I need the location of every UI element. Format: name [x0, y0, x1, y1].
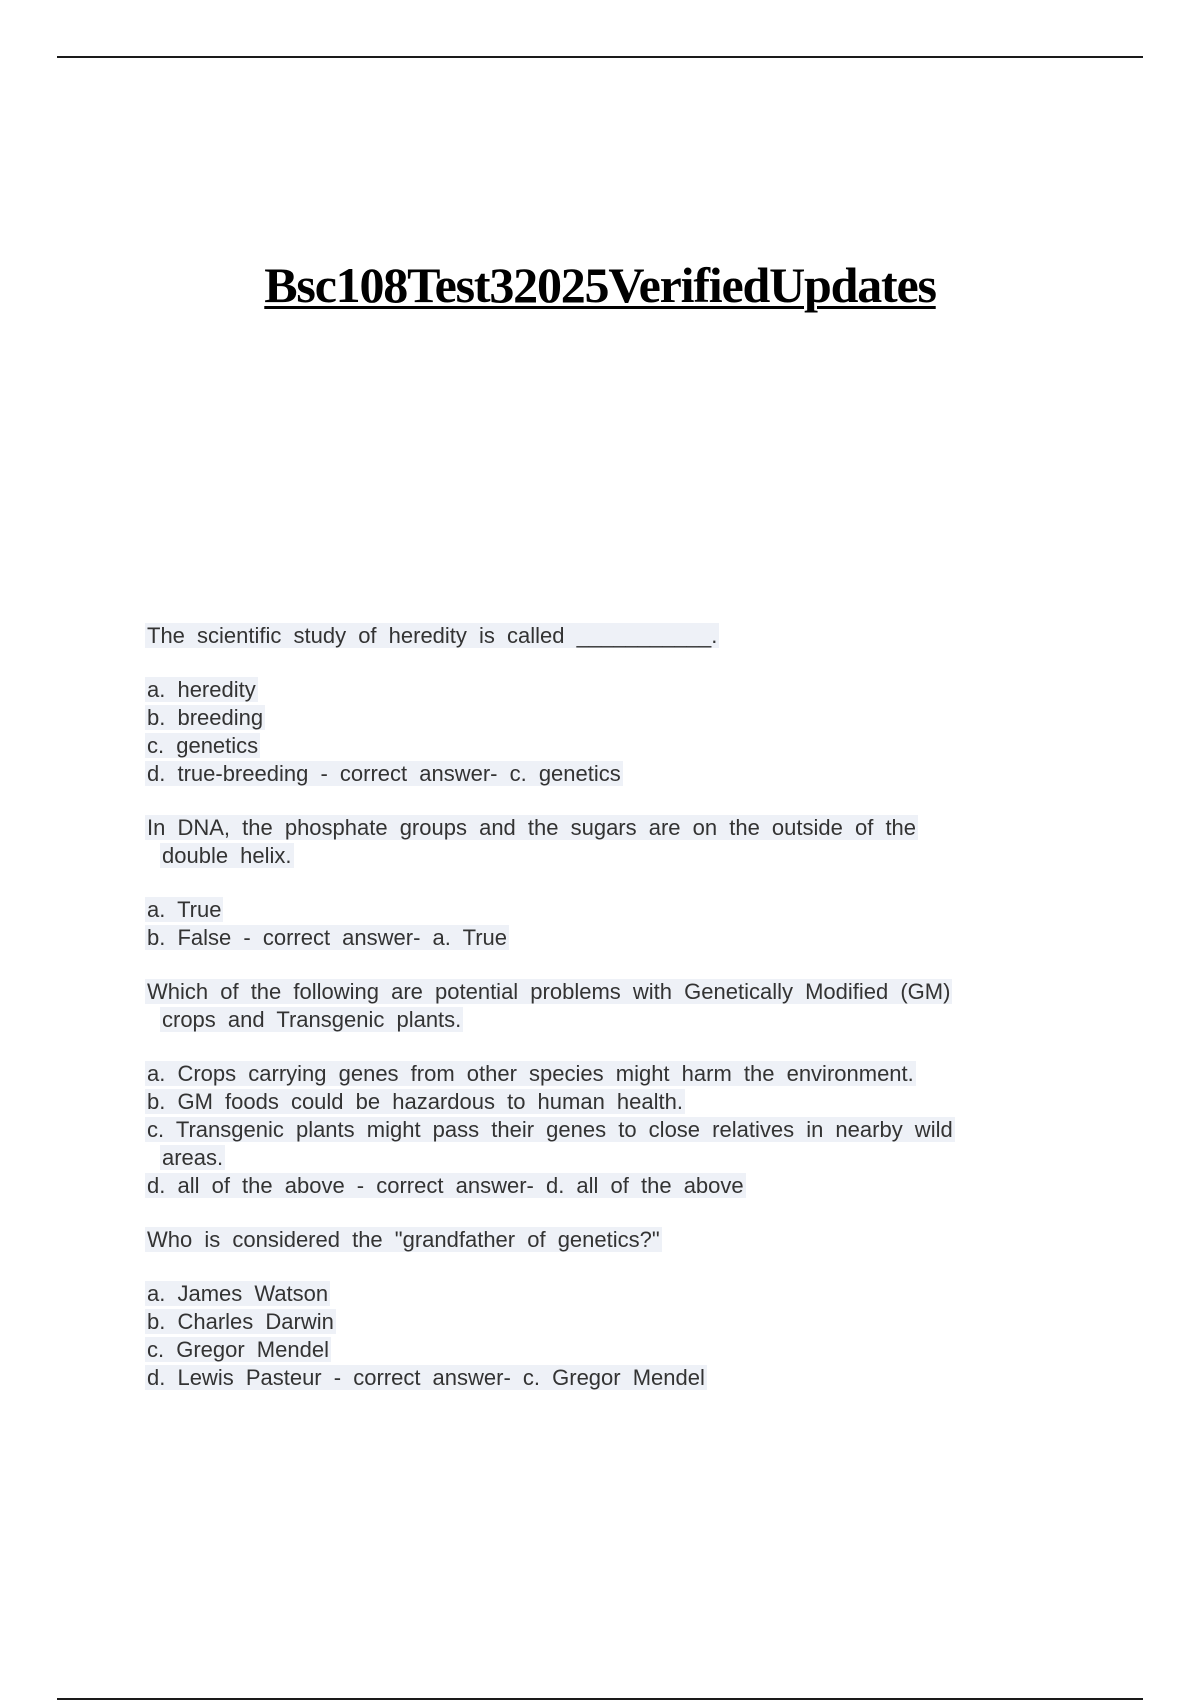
option-item: [145, 1308, 1075, 1336]
option-item: [145, 896, 1075, 924]
question-2-text-line-1: In DNA, the phosphate groups and the sugars are on the outside of the: [147, 815, 917, 840]
option-label: a. James Watson: [147, 1281, 329, 1306]
document-title: Bsc108Test32025VerifiedUpdates: [264, 257, 936, 313]
question-2-options: [145, 896, 1075, 952]
answer-separator: -: [308, 761, 340, 786]
question-4-options: [145, 1280, 1075, 1392]
correct-answer: correct answer- c. Gregor Mendel: [353, 1365, 705, 1390]
question-3-text-line-1: Which of the following are potential problems with Genetically Modified (GM): [147, 979, 951, 1004]
option-item: [145, 1280, 1075, 1308]
option-item: [145, 1116, 1075, 1172]
quiz-content: [145, 622, 1075, 1418]
question-1-text: The scientific study of heredity is called ___________.: [147, 623, 718, 648]
option-item: [145, 924, 1075, 952]
option-item: [145, 676, 1075, 704]
question-4-text: Who is considered the "grandfather of genetics?": [147, 1227, 660, 1252]
correct-answer: correct answer- d. all of the above: [376, 1173, 744, 1198]
option-label: c. Gregor Mendel: [147, 1337, 329, 1362]
option-label: b. False: [147, 925, 232, 950]
option-label: d. true-breeding: [147, 761, 309, 786]
option-label: c. genetics: [147, 733, 259, 758]
question-2: [145, 814, 1075, 870]
option-item: [145, 1060, 1075, 1088]
option-item: [145, 732, 1075, 760]
option-label: d. all of the above: [147, 1173, 345, 1198]
option-label-continuation: areas.: [162, 1145, 224, 1170]
correct-answer: correct answer- c. genetics: [339, 761, 621, 786]
answer-separator: -: [344, 1173, 377, 1198]
question-3-text-line-2: crops and Transgenic plants.: [162, 1007, 462, 1032]
option-item: [145, 1088, 1075, 1116]
option-label: d. Lewis Pasteur: [147, 1365, 322, 1390]
question-1: [145, 622, 1075, 650]
option-label: b. Charles Darwin: [147, 1309, 334, 1334]
option-label: a. heredity: [147, 677, 256, 702]
document-title-wrapper: [0, 258, 1200, 313]
option-item: [145, 760, 1075, 788]
option-item: [145, 1336, 1075, 1364]
correct-answer: correct answer- a. True: [262, 925, 508, 950]
answer-separator: -: [231, 925, 263, 950]
question-3-options: [145, 1060, 1075, 1200]
question-4: [145, 1226, 1075, 1254]
option-item: [145, 1364, 1075, 1392]
option-label: b. breeding: [147, 705, 264, 730]
question-1-options: [145, 676, 1075, 788]
answer-separator: -: [321, 1365, 354, 1390]
option-label: b. GM foods could be hazardous to human health.: [147, 1089, 683, 1114]
option-label: a. Crops carrying genes from other species might harm the environment.: [147, 1061, 914, 1086]
option-label: a. True: [147, 897, 222, 922]
option-item: [145, 1172, 1075, 1200]
option-label: c. Transgenic plants might pass their genes to close relatives in nearby wild: [147, 1117, 953, 1142]
option-item: [145, 704, 1075, 732]
question-3: [145, 978, 1075, 1034]
question-2-text-line-2: double helix.: [162, 843, 292, 868]
top-rule: [57, 56, 1143, 58]
